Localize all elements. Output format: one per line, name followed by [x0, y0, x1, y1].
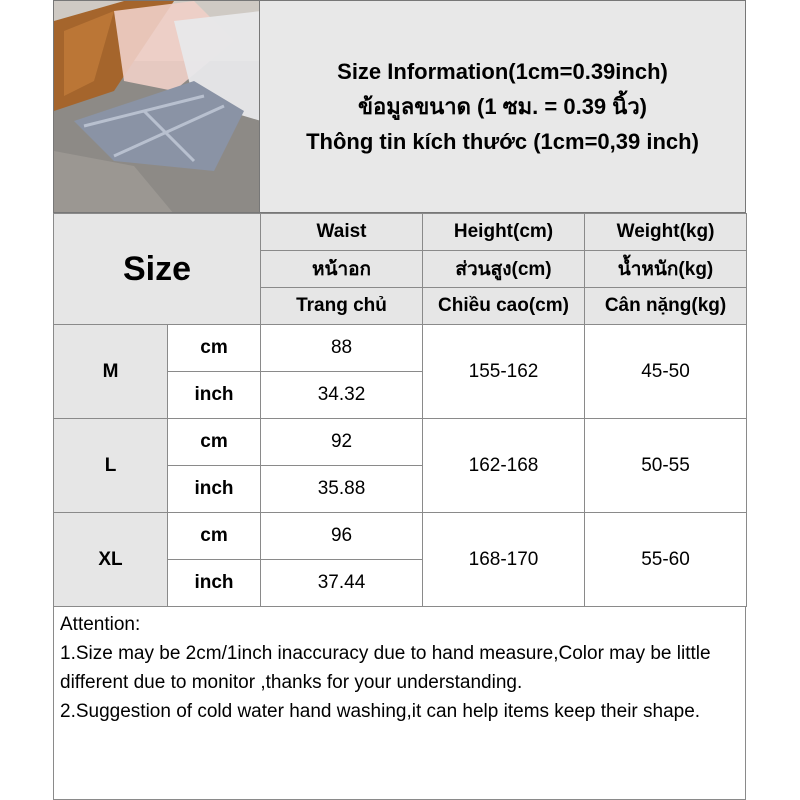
waist-cm-value: 96 — [261, 513, 423, 560]
height-value: 162-168 — [423, 419, 585, 513]
col-header-waist-th: หน้าอก — [261, 251, 423, 288]
col-header-height-en: Height(cm) — [423, 214, 585, 251]
size-name-l: L — [54, 419, 168, 513]
title-line-vietnamese: Thông tin kích thước (1cm=0,39 inch) — [306, 129, 699, 154]
unit-inch: inch — [168, 372, 261, 419]
waist-cm-value: 92 — [261, 419, 423, 466]
unit-inch: inch — [168, 560, 261, 607]
col-header-height-vi: Chiều cao(cm) — [423, 288, 585, 325]
unit-cm: cm — [168, 513, 261, 560]
weight-value: 45-50 — [585, 325, 747, 419]
product-photo-illustration — [54, 1, 260, 213]
height-value: 155-162 — [423, 325, 585, 419]
col-header-height-th: ส่วนสูง(cm) — [423, 251, 585, 288]
size-header: Size — [54, 214, 261, 325]
attention-note-2: 2.Suggestion of cold water hand washing,it can help items keep their shape. — [60, 701, 701, 722]
unit-cm: cm — [168, 419, 261, 466]
weight-value: 55-60 — [585, 513, 747, 607]
attention-notes — [53, 606, 746, 800]
title-line-thai: ข้อมูลขนาด (1 ซม. = 0.39 นิ้ว) — [357, 94, 647, 119]
title-line-english: Size Information(1cm=0.39inch) — [337, 59, 668, 84]
waist-cm-value: 88 — [261, 325, 423, 372]
attention-heading: Attention: — [60, 614, 141, 635]
unit-cm: cm — [168, 325, 261, 372]
size-information-title — [260, 0, 746, 213]
col-header-weight-en: Weight(kg) — [585, 214, 747, 251]
size-table — [53, 213, 747, 607]
col-header-weight-th: น้ำหนัก(kg) — [585, 251, 747, 288]
height-value: 168-170 — [423, 513, 585, 607]
waist-inch-value: 37.44 — [261, 560, 423, 607]
size-name-m: M — [54, 325, 168, 419]
waist-inch-value: 35.88 — [261, 466, 423, 513]
product-photo — [53, 0, 260, 213]
size-name-xl: XL — [54, 513, 168, 607]
weight-value: 50-55 — [585, 419, 747, 513]
col-header-weight-vi: Cân nặng(kg) — [585, 288, 747, 325]
col-header-waist-vi: Trang chủ — [261, 288, 423, 325]
attention-note-1: 1.Size may be 2cm/1inch inaccuracy due to hand measure,Color may be little different due to monitor ,thanks for your understanding. — [60, 643, 711, 693]
col-header-waist-en: Waist — [261, 214, 423, 251]
waist-inch-value: 34.32 — [261, 372, 423, 419]
unit-inch: inch — [168, 466, 261, 513]
